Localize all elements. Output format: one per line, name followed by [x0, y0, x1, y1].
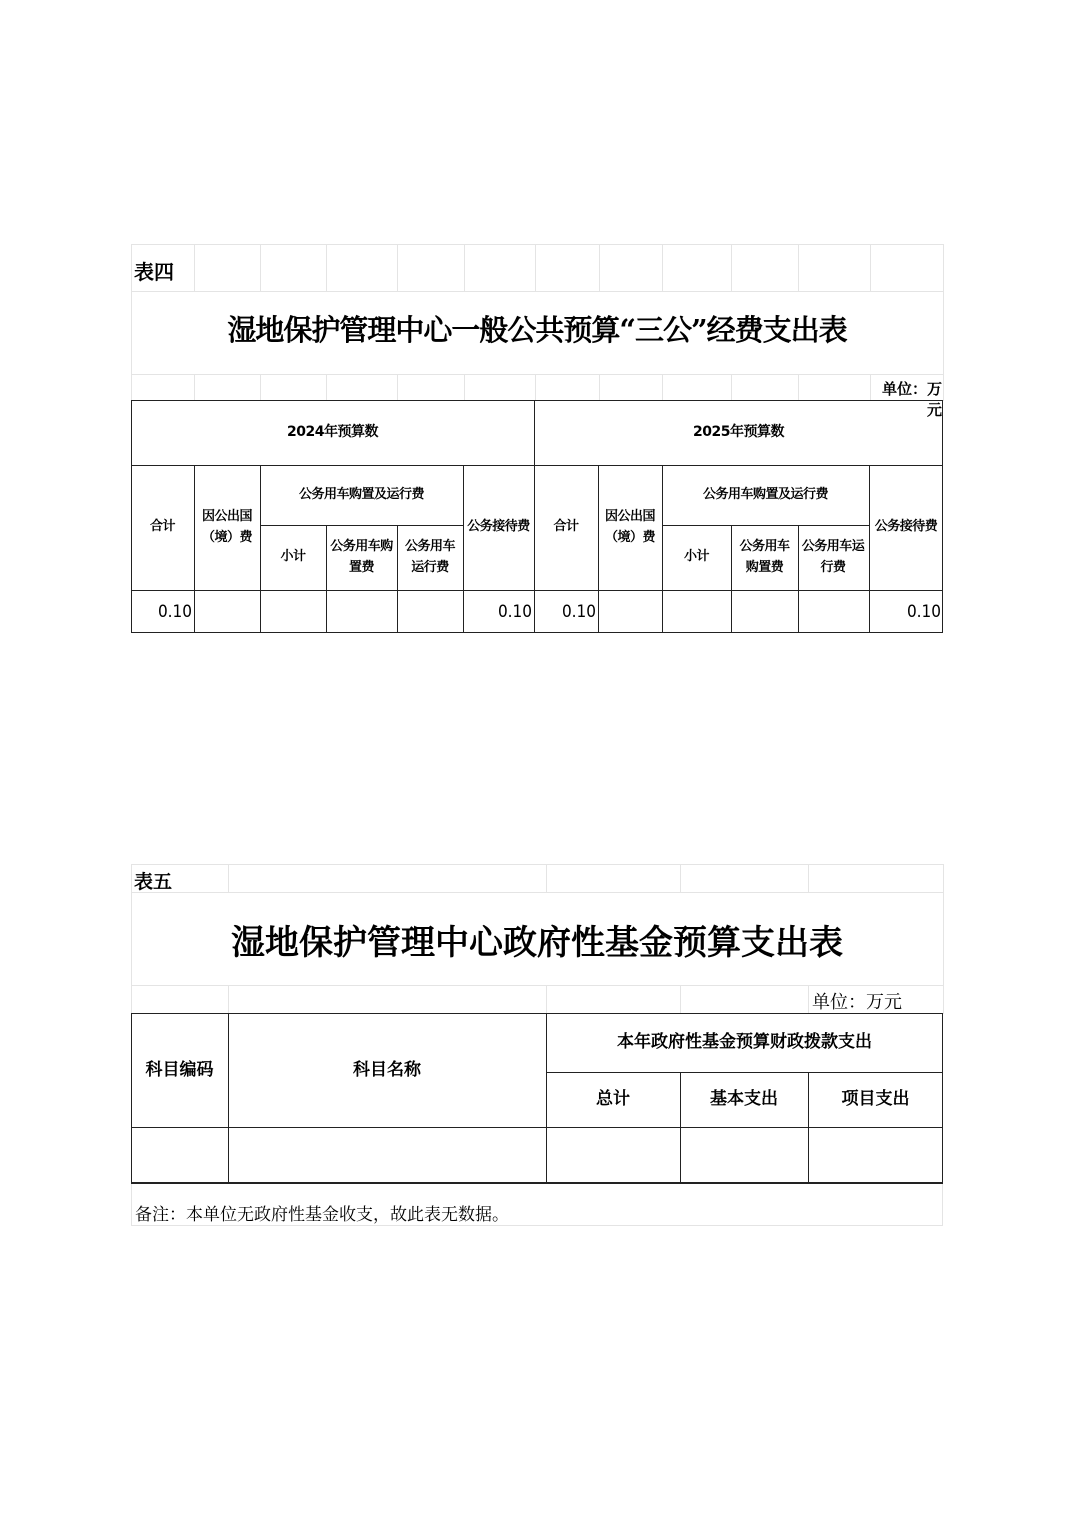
- table-five-bottom-line: [131, 1182, 943, 1184]
- header-2024-reception: 公务接待费: [467, 519, 530, 535]
- value-2024-reception: 0.10: [497, 601, 532, 622]
- header-2024-total: 合计: [149, 519, 175, 535]
- header-2024-vehicle: 公务用车购置及运行费: [298, 486, 424, 502]
- header-subject-code: 科目编码: [145, 1059, 214, 1080]
- value-2025-abroad: [598, 590, 662, 633]
- table-five-title: 湿地保护管理中心政府性基金预算支出表: [231, 923, 843, 963]
- header-2024-subtotal: 小计: [280, 549, 306, 565]
- value-2025-subtotal: [662, 590, 731, 633]
- value-2024-operation: [397, 590, 463, 633]
- table-five-unit: 单位：万元: [812, 992, 902, 1013]
- value-2024-subtotal: [260, 590, 326, 633]
- value-2025-purchase: [731, 590, 798, 633]
- value-2024-abroad: [194, 590, 260, 633]
- header-2025-reception: 公务接待费: [874, 519, 938, 535]
- header-basic-expenditure: 基本支出: [710, 1089, 778, 1110]
- header-2024-budget: 2024年预算数: [287, 423, 378, 440]
- table-five-note: 备注：本单位无政府性基金收支，故此表无数据。: [135, 1205, 509, 1225]
- header-subject-name: 科目名称: [353, 1059, 421, 1080]
- table-four-unit: 单位：万元: [881, 380, 942, 419]
- header-2025-subtotal: 小计: [683, 549, 709, 565]
- value-2025-operation: [798, 590, 869, 633]
- table-four-title: 湿地保护管理中心一般公共预算“三公”经费支出表: [227, 313, 847, 347]
- header-2024-purchase: 公务用车购置费: [330, 539, 393, 575]
- value-2024-total: 0.10: [157, 601, 192, 622]
- header-fund-expenditure: 本年政府性基金预算财政拨款支出: [617, 1032, 872, 1053]
- table-five-tag: 表五: [134, 871, 173, 893]
- header-2025-vehicle: 公务用车购置及运行费: [702, 486, 828, 502]
- header-grand-total: 总计: [596, 1089, 630, 1110]
- header-2024-abroad: 因公出国（境）费: [201, 509, 252, 545]
- header-2024-operation: 公务用车运行费: [404, 539, 455, 575]
- value-2025-reception: 0.10: [906, 601, 941, 622]
- header-2025-abroad: 因公出国（境）费: [604, 509, 655, 545]
- header-2025-operation: 公务用车运行费: [801, 539, 865, 575]
- table-four-tag: 表四: [134, 260, 174, 284]
- header-2025-total: 合计: [553, 519, 579, 535]
- header-2025-budget: 2025年预算数: [693, 423, 784, 440]
- header-2025-purchase: 公务用车购置费: [739, 539, 790, 575]
- header-project-expenditure: 项目支出: [841, 1089, 910, 1110]
- value-2024-purchase: [326, 590, 397, 633]
- table-five-row-line: [131, 1127, 943, 1128]
- value-2025-total: 0.10: [561, 601, 596, 622]
